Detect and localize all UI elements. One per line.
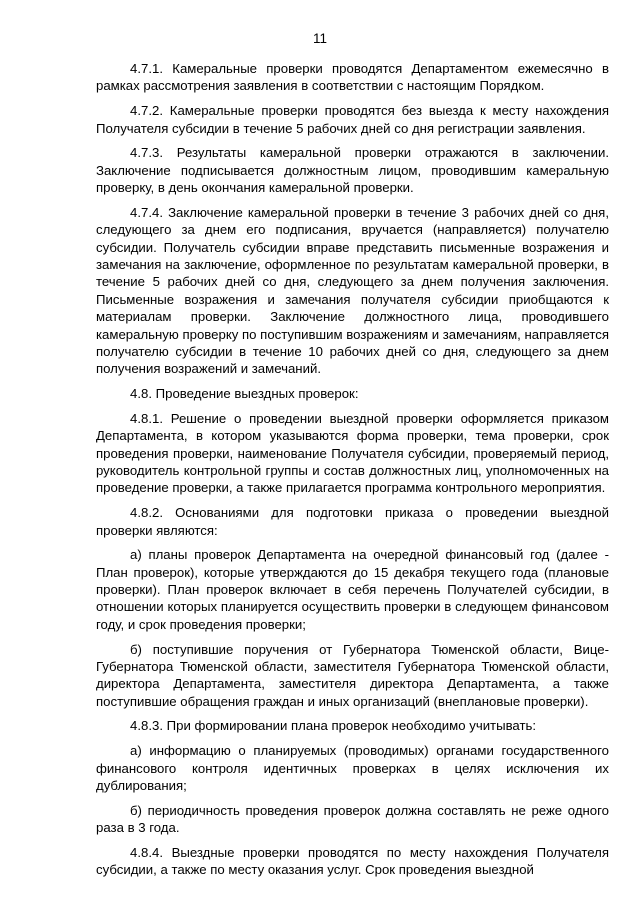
paragraph-4-8-3: 4.8.3. При формировании плана проверок необходимо учитывать: [130,718,537,734]
paragraph-4-8-2-b: б) поступившие поручения от Губернатора Тюменской области, Вице-Губернатора Тюменской области, заместителя Губернатора Тюменской области, директора Департамента, заместителя директора Департамента, а также поступившие обращения граждан и иных организаций (внеплановые проверки). [96,641,609,709]
paragraph-4-7-2: 4.7.2. Камеральные проверки проводятся без выезда к месту нахождения Получателя субсидии в течение 5 рабочих дней со дня регистрации заявления. [96,103,609,136]
paragraph-4-8-2-a: а) планы проверок Департамента на очередной финансовый год (далее - План проверок), которые утверждаются до 15 декабря текущего года (плановые проверки). План проверок включает в себя перечень Получателей субсидии, в отношении которых планируется осуществить проверки в следующем финансовом году, и срок проведения проверки; [96,547,609,632]
paragraph-4-8-4: 4.8.4. Выездные проверки проводятся по месту нахождения Получателя субсидии, а также по месту оказания услуг. Срок проведения выездной [96,844,609,878]
document-body [96,60,609,886]
page-number: 11 [312,31,327,46]
paragraph-4-8-1: 4.8.1. Решение о проведении выездной проверки оформляется приказом Департамента, в котором указываются форма проверки, тема проверки, срок проведения проверки, наименование Получателя субсидии, проверяемый период, руководитель контрольной группы и состав должностных лиц, уполномоченных на проведение проверки, а также прилагается программа контрольного мероприятия. [96,410,609,496]
paragraph-4-7-1: 4.7.1. Камеральные проверки проводятся Департаментом ежемесячно в рамках рассмотрения заявления в соответствии с настоящим Порядком. [96,61,609,94]
paragraph-4-7-3: 4.7.3. Результаты камеральной проверки отражаются в заключении. Заключение подписывается должностным лицом, проводившим камеральную проверку, в день окончания камеральной проверки. [96,145,609,196]
paragraph-4-8-3-a: а) информацию о планируемых (проводимых) органами государственного финансового контроля идентичных проверках в целях исключения их дублирования; [96,743,609,793]
paragraph-4-8-2: 4.8.2. Основаниями для подготовки приказа о проведении выездной проверки являются: [96,505,609,538]
paragraph-4-8-3-b: б) периодичность проведения проверок должна составлять не реже одного раза в 3 года. [96,802,609,836]
paragraph-4-8: 4.8. Проведение выездных проверок: [130,386,359,402]
paragraph-4-7-4: 4.7.4. Заключение камеральной проверки в течение 3 рабочих дней со дня, следующего за днем его подписания, вручается (направляется) получателю субсидии. Получатель субсидии вправе представить письменные возражения и замечания на заключение, оформленное по результатам камеральной проверки, в течение 5 рабочих дней со дня, следующего за днем получения заключения. Письменные возражения и замечания получателя субсидии приобщаются к материалам проверки. Заключение должностного лица, проводившего камеральную проверку по поступившим возражениям и замечаниям, направляется получателю субсидии в течение 10 рабочих дней со дня, следующего за днем получения возражений и замечаний. [96,204,609,377]
